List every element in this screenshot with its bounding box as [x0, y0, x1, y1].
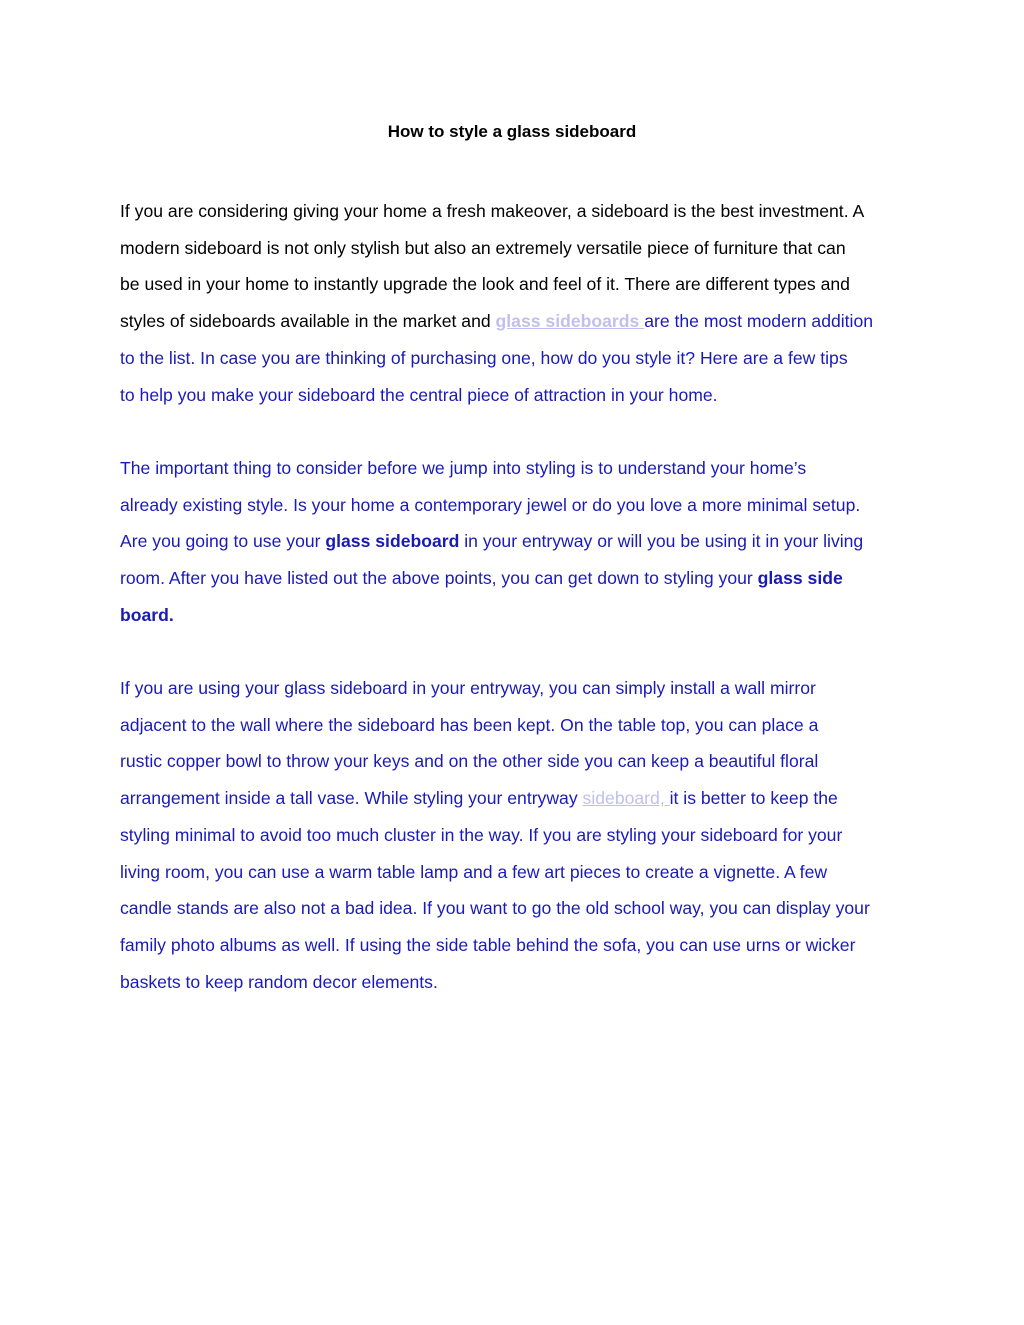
text-segment: are the most modern addition	[644, 311, 874, 332]
sideboard-link[interactable]: sideboard,	[582, 788, 670, 809]
text-line: already existing style. Is your home a contemporary jewel or do you love a more minimal setup.	[120, 494, 861, 515]
text-line: If you are using your glass sideboard in your entryway, you can simply install a wall mirror	[120, 678, 816, 698]
text-line: living room, you can use a warm table lamp and a few art pieces to create a vignette. A few	[120, 861, 828, 882]
text-line: candle stands are also not a bad idea. If you want to go the old school way, you can display your	[120, 898, 870, 919]
text-segment: room. After you have listed out the above points, you can get down to styling your	[120, 568, 758, 589]
text-segment: in your entryway or will you be using it in your living	[459, 531, 864, 552]
text-line	[120, 523, 910, 560]
paragraph-styling-tips	[120, 670, 910, 1000]
paragraph-style-consideration	[120, 450, 910, 634]
text-line: to the list. In case you are thinking of purchasing one, how do you style it? Here are a few tips	[120, 347, 848, 368]
text-line	[120, 560, 910, 597]
bold-keyword: glass side	[757, 568, 843, 589]
document-title: How to style a glass sideboard	[387, 122, 637, 141]
bold-keyword: glass sideboard	[325, 531, 460, 552]
bold-keyword: board.	[120, 604, 174, 625]
text-line: baskets to keep random decor elements.	[120, 971, 438, 992]
text-line: to help you make your sideboard the central piece of attraction in your home.	[120, 384, 718, 405]
text-line	[120, 303, 910, 340]
text-line: The important thing to consider before we jump into styling is to understand your home’s	[120, 458, 807, 478]
text-line: modern sideboard is not only stylish but also an extremely versatile piece of furniture that can	[120, 237, 846, 258]
text-line: styling minimal to avoid too much cluster in the way. If you are styling your sideboard for your	[120, 824, 843, 845]
text-line: adjacent to the wall where the sideboard has been kept. On the table top, you can place a	[120, 714, 819, 735]
text-line: If you are considering giving your home a fresh makeover, a sideboard is the best investment. A	[120, 201, 865, 221]
text-line: family photo albums as well. If using the side table behind the sofa, you can use urns or wicker	[120, 934, 856, 955]
glass-sideboards-link[interactable]: glass sideboards	[495, 311, 645, 332]
text-line: be used in your home to instantly upgrade the look and feel of it. There are different types and	[120, 274, 850, 295]
text-line: rustic copper bowl to throw your keys and on the other side you can keep a beautiful floral	[120, 751, 819, 772]
text-segment: it is better to keep the	[669, 788, 838, 809]
text-line	[120, 780, 910, 817]
text-segment: Are you going to use your	[120, 531, 326, 552]
paragraph-intro	[120, 193, 910, 413]
text-segment: arrangement inside a tall vase. While styling your entryway	[120, 788, 583, 809]
text-segment: styles of sideboards available in the market and	[120, 311, 496, 332]
